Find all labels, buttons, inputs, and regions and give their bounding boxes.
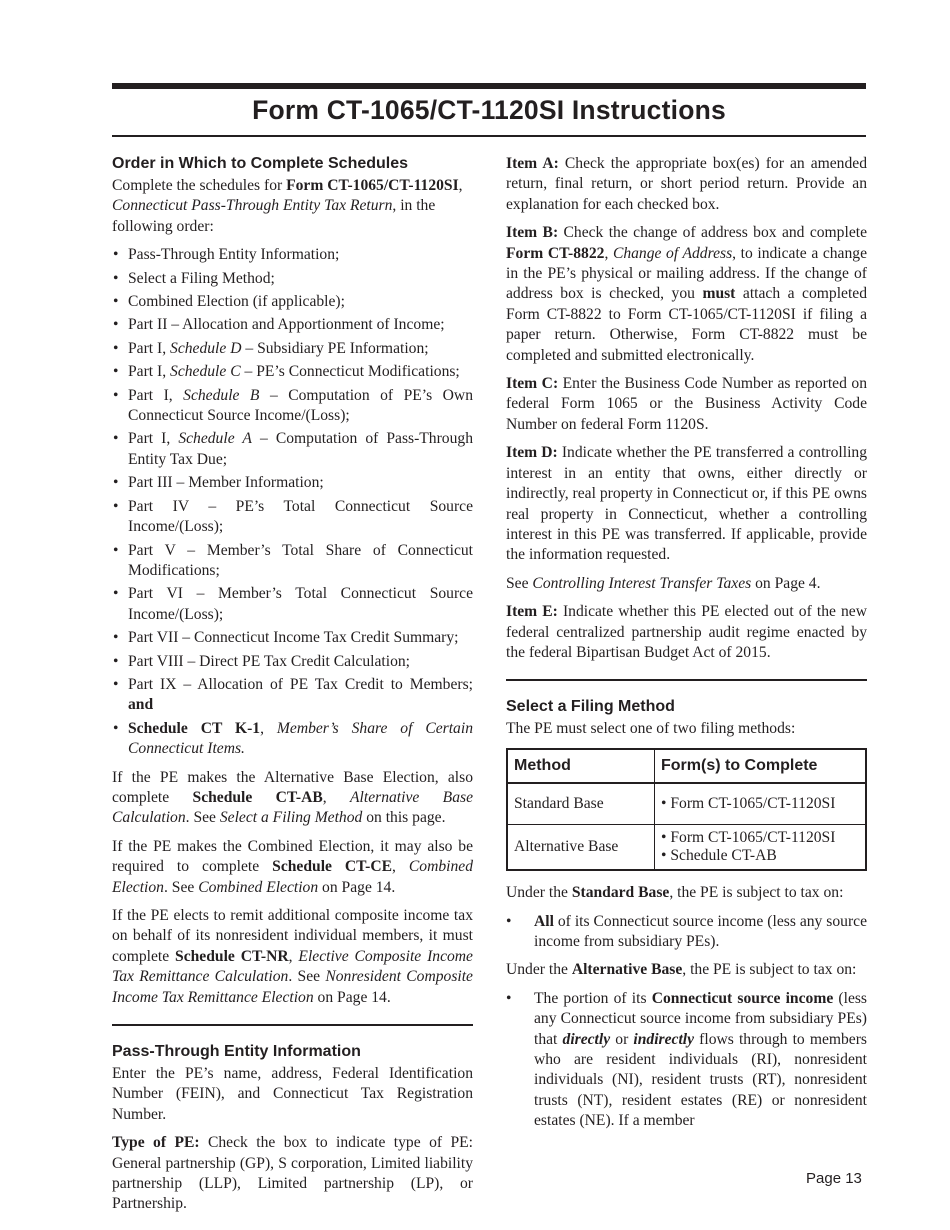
forms-cell: • Form CT-1065/CT-1120SI • Schedule CT-AB [655, 825, 867, 871]
list-item: • Part I, Schedule A – Computation of Pass-Through Entity Tax Due; [112, 429, 473, 470]
column-header: Method [507, 749, 655, 783]
method-cell: Standard Base [507, 783, 655, 825]
list-item: • Combined Election (if applicable); [112, 292, 473, 312]
section-divider [112, 1024, 473, 1026]
order-intro: Complete the schedules for Form CT-1065/CT-1120SI, Connecticut Pass-Through Entity Tax Return, in the following order: [112, 177, 463, 235]
alternative-base-intro: Under the Alternative Base, the PE is subject to tax on: [506, 961, 857, 979]
forms-cell: • Form CT-1065/CT-1120SI [655, 783, 867, 825]
standard-base-intro: Under the Standard Base, the PE is subject to tax on: [506, 884, 844, 902]
list-item: • Part I, Schedule C – PE’s Connecticut Modifications; [112, 362, 473, 382]
section-divider [506, 679, 867, 681]
top-rule [112, 83, 866, 89]
item-c: Item C: Enter the Business Code Number as reported on federal Form 1065 or the Business Activity Code Number on federal Form 1120S. [506, 375, 867, 433]
method-cell: Alternative Base [507, 825, 655, 871]
filing-method-table [506, 748, 867, 871]
list-item: • Pass-Through Entity Information; [112, 245, 473, 265]
list-item: • Part VI – Member’s Total Connecticut Source Income/(Loss); [112, 584, 473, 625]
order-list [112, 245, 473, 759]
list-item: • Part II – Allocation and Apportionment of Income; [112, 315, 473, 335]
list-item: • Part I, Schedule B – Computation of PE’s Own Connecticut Source Income/(Loss); [112, 386, 473, 427]
list-item: • Part IV – PE’s Total Connecticut Source Income/(Loss); [112, 497, 473, 538]
list-item: • Part V – Member’s Total Share of Connecticut Modifications; [112, 541, 473, 582]
title-rule [112, 135, 866, 137]
list-item: • Part I, Schedule D – Subsidiary PE Information; [112, 339, 473, 359]
item-b: Item B: Check the change of address box and complete Form CT-8822, Change of Address, to indicate a change in the PE’s physical or mailing address. If the change of address box is checked, you must attach a completed Form CT-8822 to Form CT-1065/CT-1120SI if filing a paper return. Otherwise, Form CT-8822 must be completed and submitted electronically. [506, 224, 867, 364]
filing-heading: Select a Filing Method [506, 698, 675, 716]
list-item: • Select a Filing Method; [112, 269, 473, 289]
list-item: • Part VIII – Direct PE Tax Credit Calculation; [112, 652, 473, 672]
standard-base-bullet: • All of its Connecticut source income (less any source income from subsidiary PEs). [506, 912, 867, 950]
pte-paragraph: Enter the PE’s name, address, Federal Identification Number (FEIN), and Connecticut Tax Registration Number. [112, 1065, 473, 1123]
see-reference: See Controlling Interest Transfer Taxes on Page 4. [506, 574, 821, 592]
filing-intro: The PE must select one of two filing methods: [506, 720, 796, 738]
column-header: Form(s) to Complete [655, 749, 867, 783]
page-title: Form CT-1065/CT-1120SI Instructions [252, 95, 726, 125]
table-header-row [507, 749, 866, 783]
item-a: Item A: Check the appropriate box(es) for an amended return, final return, or short period return. Provide an explanation for each checked box. [506, 155, 867, 213]
item-e: Item E: Indicate whether this PE elected out of the new federal centralized partnership audit regime enacted by the federal Bipartisan Budget Act of 2015. [506, 603, 867, 661]
type-of-pe-paragraph: Type of PE: Check the box to indicate type of PE: General partnership (GP), S corporation, Limited liability partnership (LLP), Limited partnership (LP), or Partnership. [112, 1134, 473, 1213]
alternative-base-bullet: • The portion of its Connecticut source income (less any Connecticut source income from subsidiary PEs) that directly or indirectly flows through to members who are resident individuals (RI), nonresident individuals (NI), resident trusts (RT), nonresident trusts (NT), resident estates (RE) or nonresident estates (NE). If a member [506, 989, 868, 1130]
alt-base-paragraph: If the PE makes the Alternative Base Election, also complete Schedule CT-AB, Alternative Base Calculation. See Select a Filing Method on this page. [112, 768, 473, 827]
composite-paragraph: If the PE elects to remit additional composite income tax on behalf of its nonresident individual members, it must complete Schedule CT-NR, Elective Composite Income Tax Remittance Calculation. See Nonresident Composite Income Tax Remittance Election on Page 14. [112, 907, 473, 1006]
right-column [506, 154, 867, 1140]
combined-election-paragraph: If the PE makes the Combined Election, it may also be required to complete Schedule CT-CE, Combined Election. See Combined Election on Page 14. [112, 837, 473, 896]
pte-heading: Pass-Through Entity Information [112, 1043, 361, 1061]
left-column [112, 154, 473, 1223]
table-row [507, 783, 866, 825]
list-item: • Part VII – Connecticut Income Tax Credit Summary; [112, 628, 473, 648]
order-heading: Order in Which to Complete Schedules [112, 155, 409, 172]
page-number: Page 13 [806, 1170, 862, 1187]
table-row [507, 825, 866, 871]
list-item: • Schedule CT K-1, Member’s Share of Certain Connecticut Items. [112, 719, 473, 760]
list-item: • Part III – Member Information; [112, 473, 473, 493]
item-d: Item D: Indicate whether the PE transferred a controlling interest in an entity that owns, either directly or indirectly, real property in Connecticut or, if this PE owns real property in Connecticut, whether a controlling interest in this PE was transferred. If applicable, provide the information requested. [506, 444, 867, 564]
list-item: • Part IX – Allocation of PE Tax Credit to Members; and [112, 675, 473, 716]
